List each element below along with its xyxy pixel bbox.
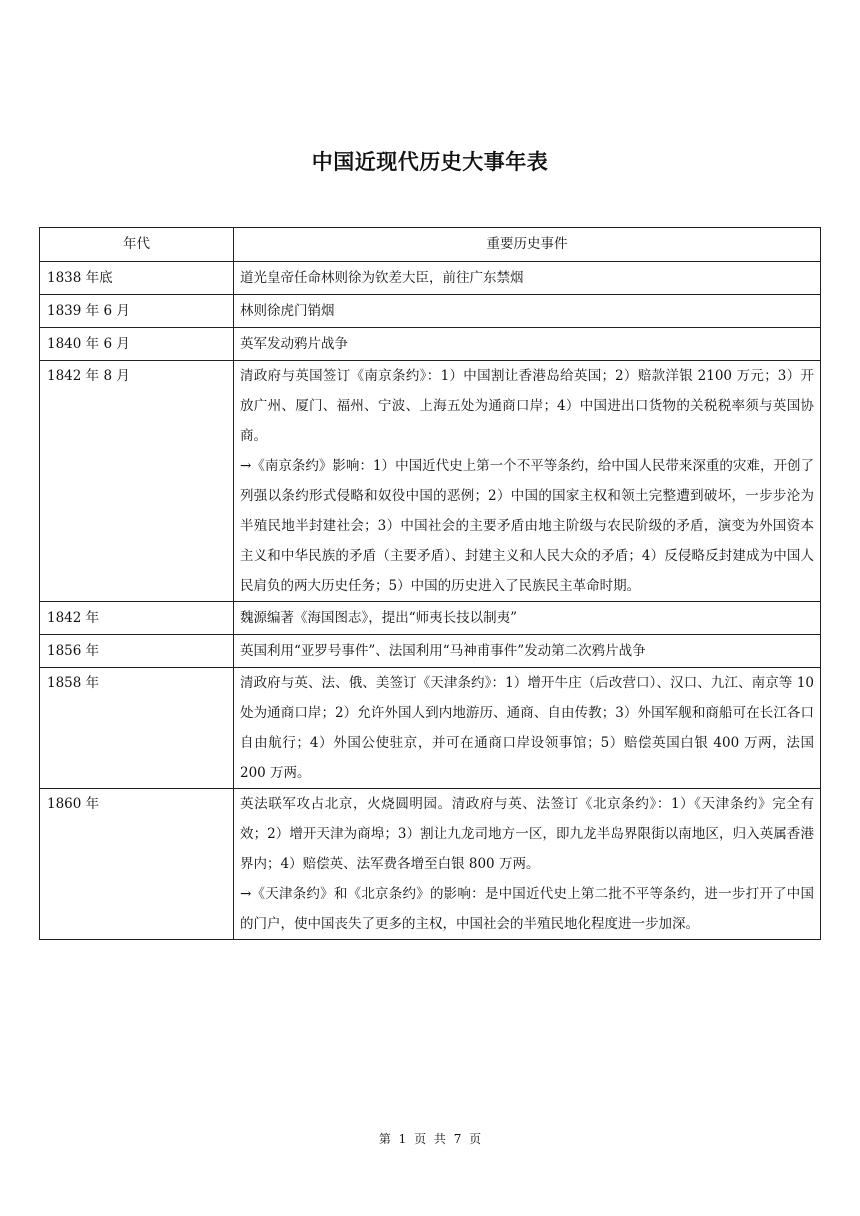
- event-impact-text: →《南京条约》影响：1）中国近代史上第一个不平等条约，给中国人民带来深重的灾难，开创了列强以条约形式侵略和奴役中国的恶例；2）中国的国家主权和领土完整遭到破坏，一步步沦为半殖民地半封建社会；3）中国社会的主要矛盾由地主阶级与农民阶级的矛盾，演变为外国资本主义和中华民族的矛盾（主要矛盾）、封建主义和人民大众的矛盾；4）反侵略反封建成为中国人民肩负的两大历史任务；5）中国的历史进入了民族民主革命时期。: [240, 458, 814, 594]
- events-table: [39, 227, 821, 940]
- row-event: [234, 328, 821, 361]
- row-year: 1839 年 6 月: [40, 295, 234, 328]
- event-text: 英国利用“亚罗号事件”、法国利用“马神甫事件”发动第二次鸦片战争: [240, 643, 646, 659]
- event-impact-text: →《天津条约》和《北京条约》的影响：是中国近代史上第二批不平等条约，进一步打开了中国的门户，使中国丧失了更多的主权，中国社会的半殖民地化程度进一步加深。: [240, 886, 814, 932]
- row-year: 1858 年: [40, 668, 234, 789]
- event-text: 林则徐虎门销烟: [240, 303, 335, 319]
- row-event: [234, 602, 821, 635]
- event-text: 英军发动鸦片战争: [240, 336, 348, 352]
- table-row: [40, 635, 821, 668]
- row-year: 1842 年 8 月: [40, 361, 234, 602]
- row-event: [234, 668, 821, 789]
- page-footer: 第 1 页 共 7 页: [378, 1132, 482, 1146]
- table-row: [40, 602, 821, 635]
- event-text: 魏源编著《海国图志》，提出“师夷长技以制夷”: [240, 610, 518, 626]
- row-year: 1860 年: [40, 789, 234, 940]
- event-text: 道光皇帝任命林则徐为钦差大臣，前往广东禁烟: [240, 270, 524, 286]
- event-text: 英法联军攻占北京，火烧圆明园。清政府与英、法签订《北京条约》：1）《天津条约》完全有效；2）增开天津为商埠；3）割让九龙司地方一区，即九龙半岛界限街以南地区，归入英属香港界内；4）赔偿英、法军费各增至白银 800 万两。: [240, 796, 814, 872]
- row-year: 1842 年: [40, 602, 234, 635]
- row-event: [234, 361, 821, 602]
- table-row: [40, 295, 821, 328]
- table-row: [40, 328, 821, 361]
- row-year: 1840 年 6 月: [40, 328, 234, 361]
- event-text: 清政府与英国签订《南京条约》：1）中国割让香港岛给英国；2）赔款洋银 2100 万元；3）开放广州、厦门、福州、宁波、上海五处为通商口岸；4）中国进出口货物的关税税率须与英国协商。: [240, 368, 814, 444]
- row-year: 1856 年: [40, 635, 234, 668]
- header-events: 重要历史事件: [234, 228, 821, 262]
- header-year: 年代: [40, 228, 234, 262]
- table-row: [40, 361, 821, 602]
- row-event: [234, 635, 821, 668]
- table-header-row: [40, 228, 821, 262]
- row-event: [234, 789, 821, 940]
- table-row: [40, 262, 821, 295]
- event-text: 清政府与英、法、俄、美签订《天津条约》：1）增开牛庄（后改营口）、汉口、九江、南京等 10 处为通商口岸；2）允许外国人到内地游历、通商、自由传教；3）外国军舰和商船可在长江各口自由航行；4）外国公使驻京，并可在通商口岸设领事馆；5）赔偿英国白银 400 万两，法国 200 万两。: [240, 675, 814, 781]
- table-row: [40, 668, 821, 789]
- row-event: [234, 295, 821, 328]
- table-row: [40, 789, 821, 940]
- row-year: 1838 年底: [40, 262, 234, 295]
- row-event: [234, 262, 821, 295]
- page-title: 中国近现代历史大事年表: [311, 150, 549, 174]
